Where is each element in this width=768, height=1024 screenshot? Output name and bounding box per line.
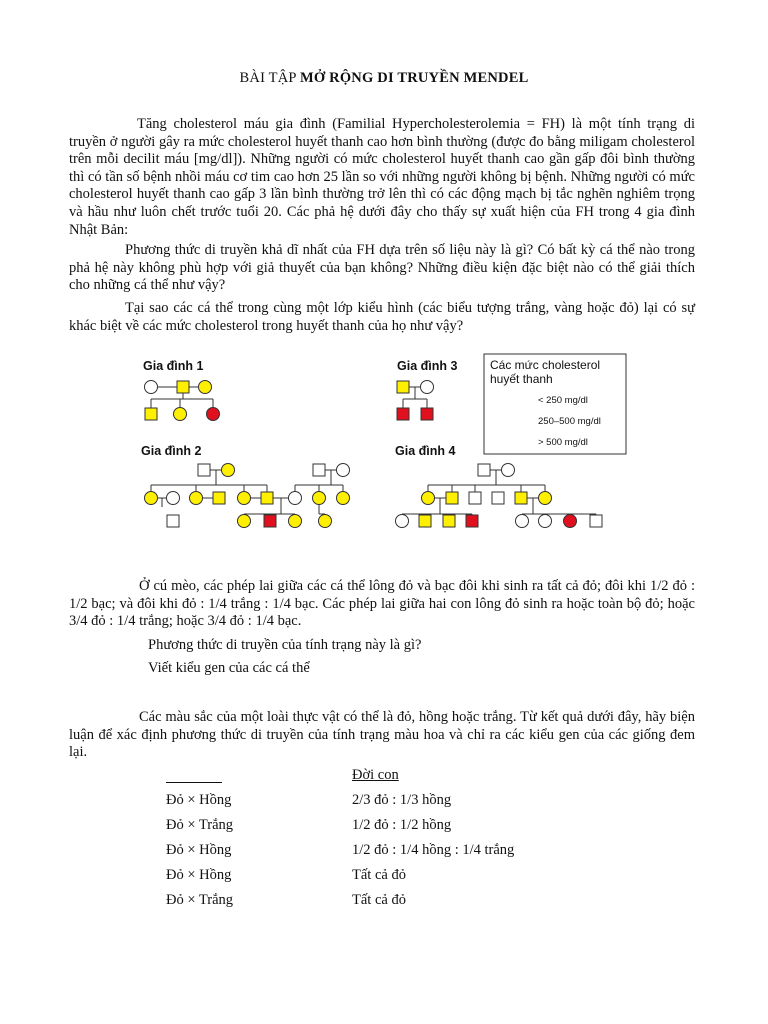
- table-row-1-cross: Đỏ × Hồng: [166, 792, 232, 808]
- male-symbol: [421, 408, 433, 420]
- family-1-label: Gia đình 1: [143, 359, 204, 373]
- male-symbol: [313, 464, 325, 476]
- female-symbol: [502, 464, 515, 477]
- male-symbol: [167, 515, 179, 527]
- plant-paragraph: Các màu sắc của một loài thực vật có thể là đỏ, hồng hoặc trắng. Từ kết quả dưới đây, hãy biện luận để xác định phương thức di truyền của tính trạng màu hoa và chỉ ra các kiểu gen của các giống đem lại.: [69, 709, 695, 761]
- male-symbol: [419, 515, 431, 527]
- male-symbol: [469, 492, 481, 504]
- pedigree-figure: [130, 348, 630, 538]
- male-symbol: [261, 492, 273, 504]
- female-symbol: [207, 408, 220, 421]
- female-symbol: [222, 464, 235, 477]
- male-symbol: [590, 515, 602, 527]
- male-symbol: [264, 515, 276, 527]
- legend-title-line1: Các mức cholesterol: [490, 358, 601, 372]
- title-prefix: BÀI TẬP: [239, 70, 300, 86]
- table-row-2-cross: Đỏ × Trắng: [166, 817, 233, 833]
- female-symbol: [238, 492, 251, 505]
- legend-level-low: < 250 mg/dl: [538, 395, 588, 406]
- legend-level-mid: 250–500 mg/dl: [538, 416, 601, 427]
- female-symbol: [289, 492, 302, 505]
- question-paragraph-1: Phương thức di truyền khả dĩ nhất của FH dựa trên số liệu này là gì? Có bất kỳ cá thể nào trong phả hệ này không phù hợp với giả thuyết của bạn không? Những điều kiện đặc biệt nào có thể giải thích cho những cá thể như vậy?: [69, 242, 695, 294]
- female-symbol: [145, 381, 158, 394]
- female-symbol: [289, 515, 302, 528]
- table-row-4-cross: Đỏ × Hồng: [166, 867, 232, 883]
- family-2-label: Gia đình 2: [141, 444, 202, 458]
- female-symbol: [167, 492, 180, 505]
- female-symbol: [238, 515, 251, 528]
- female-symbol: [396, 515, 409, 528]
- table-row-3-offspring: 1/2 đỏ : 1/4 hồng : 1/4 trắng: [352, 842, 515, 858]
- female-symbol: [516, 515, 529, 528]
- owl-paragraph: Ở cú mèo, các phép lai giữa các cá thể lông đỏ và bạc đôi khi sinh ra tất cả đỏ; đôi khi 1/2 đỏ : 1/2 bạc; và đôi khi đỏ : 1/4 trắng : 1/4 bạc. Các phép lai giữa hai con lông đỏ sinh ra hoặc toàn bộ đỏ; hoặc 3/4 đỏ : 1/4 trắng; hoặc 3/4 đỏ : 1/4 bạc.: [69, 578, 695, 630]
- female-symbol: [539, 492, 552, 505]
- family-4-label: Gia đình 4: [395, 444, 456, 458]
- intro-paragraph: Tăng cholesterol máu gia đình (Familial Hypercholesterolemia = FH) là một tính trạng di truyền ở người gây ra mức cholesterol huyết thanh cao hơn bình thường (được đo bằng miligam cholesterol trên mỗi decilit máu [mg/dl]). Những người có mức cholesterol huyết thanh cao gần gấp đôi bình thường thì có tần số bệnh nhồi máu cơ tim cao hơn 25 lần so với những người không bị bệnh. Những người có mức cholesterol huyết thanh cao gấp 3 lần bình thường trở lên thì có các động mạch bị tắc nghẽn nghiêm trọng và hầu như luôn chết trước tuổi 20. Các phả hệ dưới đây cho thấy sự xuất hiện của FH trong 4 gia đình Nhật Bản:: [69, 116, 695, 238]
- table-row-3-cross: Đỏ × Hồng: [166, 842, 232, 858]
- male-symbol: [397, 408, 409, 420]
- table-row-1-offspring: 2/3 đỏ : 1/3 hồng: [352, 792, 452, 808]
- title-main: MỞ RỘNG DI TRUYỀN MENDEL: [299, 70, 529, 86]
- male-symbol: [466, 515, 478, 527]
- female-symbol: [313, 492, 326, 505]
- female-symbol: [422, 492, 435, 505]
- female-symbol: [174, 408, 187, 421]
- male-symbol: [443, 515, 455, 527]
- male-symbol: [198, 464, 210, 476]
- owl-question-2: Viết kiểu gen của các cá thể: [148, 660, 310, 676]
- table-header-rule: [166, 782, 222, 783]
- female-symbol: [199, 381, 212, 394]
- female-symbol: [337, 464, 350, 477]
- question-paragraph-2: Tại sao các cá thể trong cùng một lớp kiểu hình (các biểu tượng trắng, vàng hoặc đỏ) lại có sự khác biệt về các mức cholesterol trong huyết thanh của họ như vậy?: [69, 300, 695, 334]
- table-row-4-offspring: Tất cả đỏ: [352, 867, 406, 883]
- male-symbol: [397, 381, 409, 393]
- table-row-2-offspring: 1/2 đỏ : 1/2 hồng: [352, 817, 452, 833]
- table-row-5-offspring: Tất cả đỏ: [352, 892, 406, 908]
- female-symbol: [145, 492, 158, 505]
- legend-level-high: > 500 mg/dl: [538, 437, 588, 448]
- male-symbol: [145, 408, 157, 420]
- female-symbol: [190, 492, 203, 505]
- female-symbol: [421, 381, 434, 394]
- table-row-5-cross: Đỏ × Trắng: [166, 892, 233, 908]
- female-symbol: [319, 515, 332, 528]
- table-header-offspring: Đời con: [352, 767, 399, 783]
- male-symbol: [478, 464, 490, 476]
- family-3-label: Gia đình 3: [397, 359, 458, 373]
- female-symbol: [539, 515, 552, 528]
- male-symbol: [515, 492, 527, 504]
- female-symbol: [337, 492, 350, 505]
- male-symbol: [177, 381, 189, 393]
- legend-title-line2: huyết thanh: [490, 372, 553, 386]
- male-symbol: [446, 492, 458, 504]
- document-title: [0, 70, 768, 87]
- male-symbol: [492, 492, 504, 504]
- owl-question-1: Phương thức di truyền của tính trạng này là gì?: [148, 637, 422, 653]
- female-symbol: [564, 515, 577, 528]
- male-symbol: [213, 492, 225, 504]
